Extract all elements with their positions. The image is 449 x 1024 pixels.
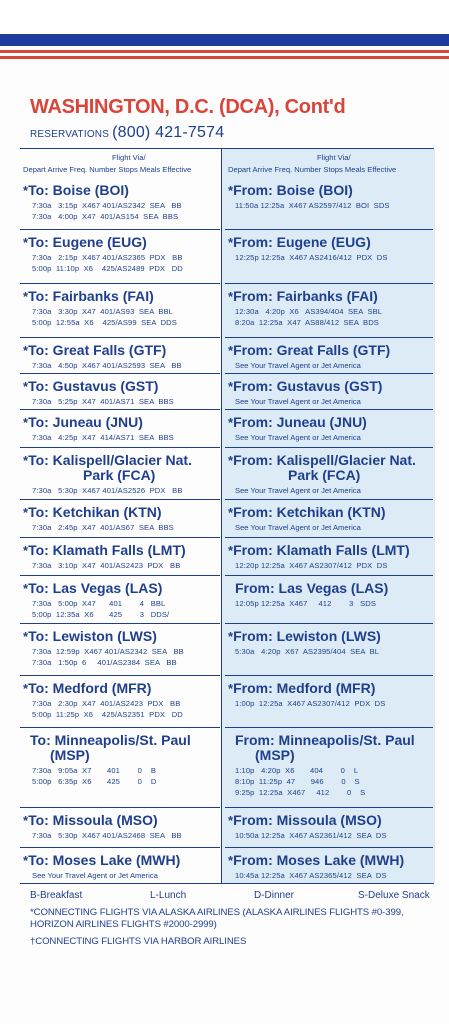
departure-entry: [20, 675, 220, 727]
destination-title: [23, 580, 162, 597]
flight-row: 7:30a 2:30p X47 401/AS2423 PDX BB: [32, 699, 181, 708]
flight-row: 7:30a 4:50p X467 401/AS2593 SEA BB: [32, 361, 182, 370]
departure-entry: [20, 283, 220, 337]
city-name: To: Eugene (EUG): [28, 234, 147, 250]
flight-row: 12:05p 12:25a X467 412 3 SDS: [235, 599, 376, 608]
row-divider: [225, 807, 433, 808]
connection-marker: *: [228, 183, 234, 198]
reservations-label: RESERVATIONS: [30, 129, 110, 140]
connection-marker: *: [23, 183, 29, 198]
flight-row: 5:00p 6:35p X6 425 0 D: [32, 777, 157, 786]
row-divider: [20, 807, 220, 808]
city-name: To: Juneau (JNU): [28, 414, 143, 430]
travel-agent-note: See Your Travel Agent or Jet America: [32, 871, 158, 880]
flight-row: 9:25p 12:25a X467 412 0 S: [235, 788, 366, 797]
departure-entry: [20, 229, 220, 283]
travel-agent-note: See Your Travel Agent or Jet America: [235, 523, 361, 532]
flight-row: 5:00p 12:35a X6 425 3 DDS/: [32, 610, 170, 619]
row-divider: [225, 337, 433, 338]
departure-entry: [20, 623, 220, 675]
arrival-entry: [225, 575, 433, 623]
destination-title: [23, 504, 162, 521]
arrival-entry: [225, 727, 433, 807]
connection-marker: *: [23, 581, 29, 596]
row-divider: [20, 847, 220, 848]
row-divider: [225, 447, 433, 448]
connection-marker: *: [228, 415, 234, 430]
destination-title: [23, 414, 143, 431]
flight-row: 12:25p 12:25a X467 AS2416/412 PDX DS: [235, 253, 388, 262]
header-line-2: Depart Arrive Freq. Number Stops Meals Effective: [23, 165, 192, 174]
footnote-alaska-1: *CONNECTING FLIGHTS VIA ALASKA AIRLINES (ALASKA AIRLINES FLIGHTS #0-399,: [30, 907, 404, 918]
flight-row: 12:20p 12:25a X467 AS2307/412 PDX DS: [235, 561, 388, 570]
city-name: To: Medford (MFR): [28, 680, 152, 696]
flight-row: 7:30a 9:05a X7 401 0 B: [32, 766, 156, 775]
header-line-1: Flight Via/: [317, 153, 351, 162]
destination-title: [23, 628, 157, 645]
destination-title: [23, 342, 166, 359]
row-divider: [20, 623, 220, 624]
city-name: To: Klamath Falls (LMT): [28, 542, 186, 558]
arrival-entry: [225, 177, 433, 229]
flight-row: 11:50a 12:25a X467 AS2597/412 BOI SDS: [235, 201, 390, 210]
origin-title: [228, 542, 410, 559]
city-name: From: Lewiston (LWS): [233, 628, 381, 644]
flight-row: 7:30a 3:10p X47 401/AS2423 PDX BB: [32, 561, 181, 570]
row-divider: [225, 499, 433, 500]
flight-row: 7:30a 4:00p X47 401/AS154 SEA BBS: [32, 212, 179, 221]
city-name: From: Medford (MFR): [233, 680, 376, 696]
arrival-entry: [225, 847, 433, 883]
flight-row: 8:20a 12:25a X47 AS88/412 SEA BDS: [235, 318, 379, 327]
flight-row: 7:30a 5:00p X47 401 4 BBL: [32, 599, 166, 608]
departure-entry: [20, 727, 220, 807]
legend-lunch: L-Lunch: [150, 890, 187, 901]
footnote-alaska-2: HORIZON AIRLINES FLIGHTS #2000-2999): [30, 919, 217, 930]
connection-marker: *: [228, 235, 234, 250]
destination-title: [23, 542, 186, 559]
city-name: To: Ketchikan (KTN): [28, 504, 162, 520]
connection-marker: *: [228, 379, 234, 394]
flight-row: 5:30a 4:20p X67 AS2395/404 SEA BL: [235, 647, 380, 656]
row-divider: [20, 337, 220, 338]
column-header-arrivals: [225, 149, 425, 177]
city-name: From: Minneapolis/St. Paul: [235, 732, 415, 748]
city-name: To: Kalispell/Glacier Nat.: [28, 452, 192, 468]
city-name-continued: Park (FCA): [288, 467, 361, 483]
connection-marker: *: [23, 235, 29, 250]
connection-marker: *: [23, 681, 29, 696]
connection-marker: *: [23, 379, 29, 394]
city-name-continued: (MSP): [255, 747, 295, 763]
flight-row: 7:30a 4:25p X47 414/AS71 SEA BBS: [32, 433, 174, 442]
destination-title: [23, 378, 158, 395]
origin-title: [228, 182, 353, 199]
city-name: From: Missoula (MSO): [233, 812, 382, 828]
row-divider: [20, 727, 220, 728]
arrival-entry: [225, 537, 433, 575]
origin-title: [235, 580, 388, 597]
row-divider: [225, 675, 433, 676]
arrival-entry: [225, 283, 433, 337]
column-header-departures: [20, 149, 220, 177]
departure-entry: [20, 447, 220, 499]
flight-row: 12:30a 4:20p X6 AS394/404 SEA SBL: [235, 307, 383, 316]
connection-marker: *: [228, 681, 234, 696]
connection-marker: *: [228, 853, 234, 868]
connection-marker: *: [23, 629, 29, 644]
departure-entry: [20, 177, 220, 229]
city-name: To: Lewiston (LWS): [28, 628, 157, 644]
city-name: From: Kalispell/Glacier Nat.: [233, 452, 416, 468]
connection-marker: *: [23, 453, 29, 468]
arrival-entry: [225, 447, 433, 499]
destination-title: [23, 852, 180, 869]
city-name: From: Moses Lake (MWH): [233, 852, 405, 868]
reservations-line: [30, 124, 224, 142]
departure-entry: [20, 499, 220, 537]
origin-title: [228, 852, 404, 869]
header-stripes: [0, 0, 449, 64]
flight-row: 7:30a 3:15p X467 401/AS2342 SEA BB: [32, 201, 182, 210]
flight-row: 7:30a 1:50p 6 401/AS2384 SEA BB: [32, 658, 177, 667]
row-divider: [225, 623, 433, 624]
connection-marker: *: [23, 813, 29, 828]
page-title: WASHINGTON, D.C. (DCA), Cont'd: [30, 96, 346, 118]
city-name: From: Klamath Falls (LMT): [233, 542, 410, 558]
flight-row: 1:10p 4:20p X6 404 0 L: [235, 766, 359, 775]
flight-row: 7:30a 5:30p X467 401/AS2468 SEA BB: [32, 831, 182, 840]
row-divider: [225, 847, 433, 848]
flight-row: 10:50a 12:25a X467 AS2361/412 SEA DS: [235, 831, 387, 840]
origin-title: [228, 378, 382, 395]
connection-marker: *: [228, 343, 234, 358]
row-divider: [20, 373, 220, 374]
flight-row: 7:30a 2:15p X467 401/AS2365 PDX BB: [32, 253, 183, 262]
origin-title: [228, 504, 386, 521]
connection-marker: *: [23, 415, 29, 430]
timetable: [20, 148, 434, 884]
row-divider: [20, 409, 220, 410]
flight-row: 1:00p 12:25a X467 AS2307/412 PDX DS: [235, 699, 386, 708]
flight-row: 8:10p 11:25p 47 946 0 S: [235, 777, 360, 786]
connection-marker: *: [228, 453, 234, 468]
red-stripe-2: [0, 56, 449, 59]
arrival-entry: [225, 409, 433, 447]
row-divider: [20, 229, 220, 230]
connection-marker: *: [23, 853, 29, 868]
connection-marker: *: [228, 505, 234, 520]
legend-dinner: D-Dinner: [254, 890, 295, 901]
city-name: To: Fairbanks (FAI): [28, 288, 154, 304]
origin-title: [228, 288, 378, 305]
connection-marker: *: [228, 813, 234, 828]
arrival-entry: [225, 807, 433, 847]
connection-marker: *: [23, 505, 29, 520]
row-divider: [20, 283, 220, 284]
flight-row: 10:45a 12:25a X467 AS2365/412 SEA DS: [235, 871, 387, 880]
destination-title: [23, 812, 158, 829]
travel-agent-note: See Your Travel Agent or Jet America: [235, 433, 361, 442]
city-name: From: Gustavus (GST): [233, 378, 383, 394]
row-divider: [225, 373, 433, 374]
city-name: From: Ketchikan (KTN): [233, 504, 386, 520]
departure-entry: [20, 409, 220, 447]
city-name-continued: (MSP): [50, 747, 90, 763]
connection-marker: *: [228, 289, 234, 304]
departure-entry: [20, 337, 220, 373]
city-name: From: Las Vegas (LAS): [235, 580, 389, 596]
footnote-harbor: †CONNECTING FLIGHTS VIA HARBOR AIRLINES: [30, 936, 247, 947]
travel-agent-note: See Your Travel Agent or Jet America: [235, 361, 361, 370]
row-divider: [20, 575, 220, 576]
flight-row: 7:30a 2:45p X47 401/AS67 SEA BBS: [32, 523, 174, 532]
row-divider: [20, 499, 220, 500]
white-band: [0, 0, 449, 34]
city-name: To: Boise (BOI): [28, 182, 129, 198]
flight-row: 5:00p 11:25p X6 425/AS2351 PDX DD: [32, 710, 183, 719]
flight-row: 7:30a 3:30p X47 401/AS93 SEA BBL: [32, 307, 174, 316]
header-line-2: Depart Arrive Freq. Number Stops Meals Effective: [228, 165, 397, 174]
origin-title: [228, 812, 382, 829]
connection-marker: *: [23, 289, 29, 304]
travel-agent-note: See Your Travel Agent or Jet America: [235, 397, 361, 406]
connection-marker: *: [228, 543, 234, 558]
destination-title: [23, 182, 129, 199]
row-divider: [20, 447, 220, 448]
row-divider: [225, 537, 433, 538]
city-name: From: Juneau (JNU): [233, 414, 367, 430]
arrival-entry: [225, 499, 433, 537]
row-divider: [225, 575, 433, 576]
connection-marker: *: [23, 343, 29, 358]
row-divider: [20, 675, 220, 676]
flight-row: 7:30a 5:25p X47 401/AS71 SEA BBS: [32, 397, 174, 406]
city-name: To: Minneapolis/St. Paul: [30, 732, 191, 748]
origin-title: [228, 628, 381, 645]
origin-title: [228, 414, 367, 431]
red-stripe-1: [0, 50, 449, 53]
destination-title: [23, 234, 147, 251]
city-name: To: Great Falls (GTF): [28, 342, 167, 358]
row-divider: [225, 727, 433, 728]
city-name: To: Gustavus (GST): [28, 378, 159, 394]
destination-title: [23, 680, 151, 697]
row-divider: [20, 537, 220, 538]
row-divider: [225, 409, 433, 410]
city-name: From: Great Falls (GTF): [233, 342, 391, 358]
header-line-1: Flight Via/: [112, 153, 146, 162]
departure-entry: [20, 807, 220, 847]
city-name: From: Eugene (EUG): [233, 234, 371, 250]
travel-agent-note: See Your Travel Agent or Jet America: [235, 486, 361, 495]
arrival-entry: [225, 229, 433, 283]
arrival-entry: [225, 337, 433, 373]
departure-entry: [20, 373, 220, 409]
flight-row: 7:30a 12:59p X467 401/AS2342 SEA BB: [32, 647, 184, 656]
flight-row: 5:00p 12:55a X6 425/AS99 SEA DDS: [32, 318, 177, 327]
departure-entry: [20, 575, 220, 623]
connection-marker: *: [228, 629, 234, 644]
reservations-phone: (800) 421-7574: [112, 124, 225, 141]
city-name: To: Missoula (MSO): [28, 812, 158, 828]
departure-entry: [20, 847, 220, 883]
origin-title: [228, 680, 375, 697]
city-name: To: Moses Lake (MWH): [28, 852, 181, 868]
legend-breakfast: B-Breakfast: [30, 890, 83, 901]
row-divider: [225, 229, 433, 230]
connection-marker: *: [23, 543, 29, 558]
departure-entry: [20, 537, 220, 575]
row-divider: [225, 283, 433, 284]
arrival-entry: [225, 675, 433, 727]
blue-stripe: [0, 34, 449, 46]
flight-row: 5:00p 11:10p X6 425/AS2489 PDX DD: [32, 264, 183, 273]
destination-title: [23, 288, 154, 305]
origin-title: [228, 234, 371, 251]
arrival-entry: [225, 623, 433, 675]
city-name-continued: Park (FCA): [83, 467, 156, 483]
city-name: From: Boise (BOI): [233, 182, 353, 198]
origin-title: [228, 342, 390, 359]
legend-snack: S-Deluxe Snack: [358, 890, 430, 901]
arrival-entry: [225, 373, 433, 409]
city-name: To: Las Vegas (LAS): [28, 580, 163, 596]
city-name: From: Fairbanks (FAI): [233, 288, 378, 304]
flight-row: 7:30a 5:30p X467 401/AS2526 PDX BB: [32, 486, 183, 495]
